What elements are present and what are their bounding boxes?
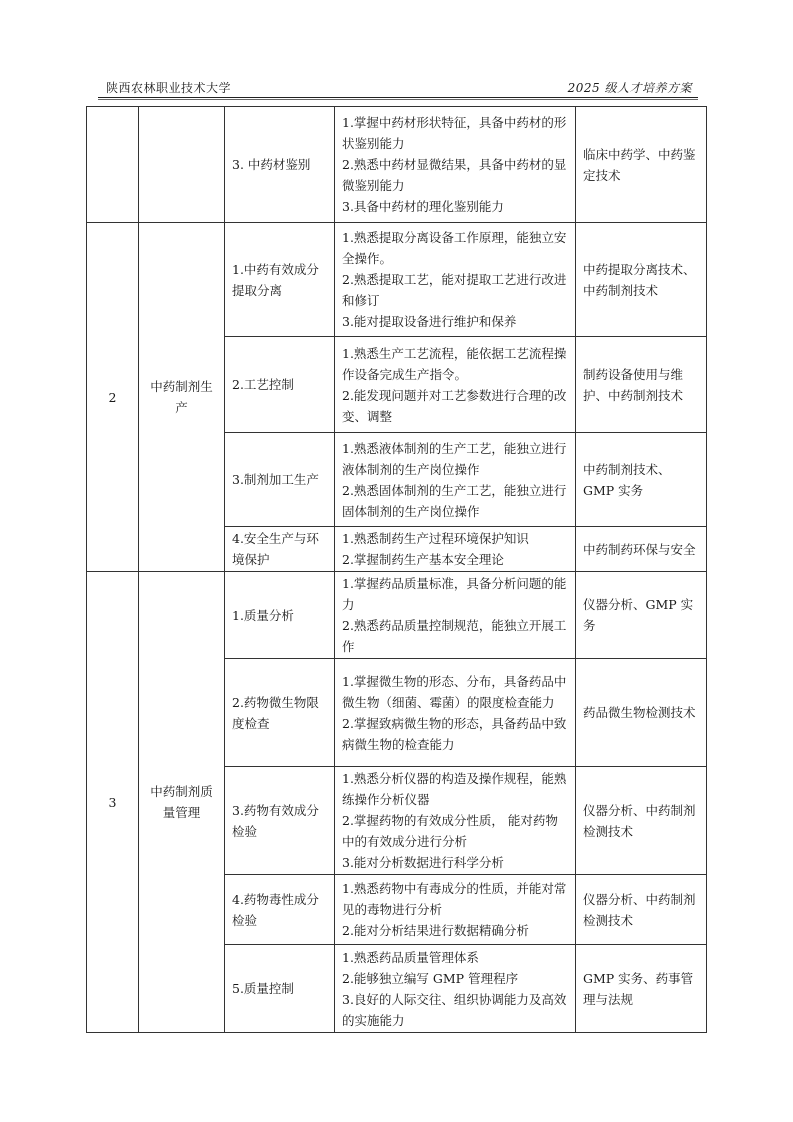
skill-item: 2.能发现问题并对工艺参数进行合理的改变、调整 [342, 387, 567, 424]
skill-requirements [335, 223, 576, 337]
curriculum-table-body [87, 107, 707, 1033]
skill-requirements [335, 337, 576, 433]
work-task: 2.工艺控制 [225, 337, 335, 433]
skill-item: 2.熟悉提取工艺，能对提取工艺进行改进和修订 [342, 272, 567, 308]
row-number: 2 [87, 223, 139, 572]
skill-item: 2.掌握致病微生物的形态，具备药品中致病微生物的检查能力 [342, 715, 567, 752]
supporting-course: 制药设备使用与维护、中药制剂技术 [576, 337, 707, 433]
skill-item: 1.熟悉生产工艺流程，能依据工艺流程操作设备完成生产指令。 [342, 345, 567, 382]
skill-requirements [335, 875, 576, 945]
skill-requirements [335, 572, 576, 659]
skill-requirements [335, 945, 576, 1033]
skill-requirements [335, 527, 576, 572]
row-number: 3 [87, 572, 139, 1033]
skill-requirements [335, 433, 576, 527]
skill-item: 2.熟悉药品质量控制规范，能独立开展工作 [342, 618, 567, 654]
work-task: 4.药物毒性成分检验 [225, 875, 335, 945]
skill-item: 3.良好的人际交往、组织协调能力及高效的实施能力 [342, 991, 567, 1028]
supporting-course: 中药制剂技术、GMP 实务 [576, 433, 707, 527]
header-rule [98, 97, 698, 98]
supporting-course: 中药提取分离技术、中药制剂技术 [576, 223, 707, 337]
work-area: 中药制剂生产 [139, 223, 225, 572]
work-task: 4.安全生产与环境保护 [225, 527, 335, 572]
work-task: 3.药物有效成分检验 [225, 767, 335, 875]
skill-item: 1.掌握中药材形状特征，具备中药材的形状鉴别能力 [342, 115, 567, 151]
skill-item: 3.能对分析数据进行科学分析 [342, 855, 504, 870]
supporting-course: 药品微生物检测技术 [576, 659, 707, 767]
page-header [98, 77, 698, 99]
skill-item: 1.熟悉提取分离设备工作原理，能独立安全操作。 [342, 230, 567, 266]
supporting-course: 仪器分析、中药制剂检测技术 [576, 875, 707, 945]
work-task: 3.制剂加工生产 [225, 433, 335, 527]
header-document-title: 2025 级人才培养方案 [567, 81, 692, 95]
work-area [139, 107, 225, 223]
supporting-course: 仪器分析、中药制剂检测技术 [576, 767, 707, 875]
skill-requirements [335, 659, 576, 767]
work-task: 2.药物微生物限度检查 [225, 659, 335, 767]
curriculum-table [86, 106, 707, 1033]
skill-item: 1.熟悉药物中有毒成分的性质，并能对常见的毒物进行分析 [342, 881, 567, 917]
supporting-course: 临床中药学、中药鉴定技术 [576, 107, 707, 223]
skill-requirements [335, 767, 576, 875]
skill-item: 3.具备中药材的理化鉴别能力 [342, 199, 504, 214]
row-number [87, 107, 139, 223]
supporting-course: 中药制药环保与安全 [576, 527, 707, 572]
supporting-course: GMP 实务、药事管理与法规 [576, 945, 707, 1033]
skill-item: 2.熟悉固体制剂的生产工艺，能独立进行固体制剂的生产岗位操作 [342, 482, 567, 519]
skill-item: 2.能对分析结果进行数据精确分析 [342, 923, 529, 938]
skill-item: 2.熟悉中药材显微结果，具备中药材的显微鉴别能力 [342, 157, 567, 193]
skill-item: 2.能够独立编写 GMP 管理程序 [342, 970, 519, 986]
header-institution: 陕西农林职业技术大学 [106, 81, 232, 95]
work-task: 3. 中药材鉴别 [225, 107, 335, 223]
work-task: 1.质量分析 [225, 572, 335, 659]
skill-requirements [335, 107, 576, 223]
work-task: 1.中药有效成分提取分离 [225, 223, 335, 337]
table-row [87, 107, 707, 223]
skill-item: 2.掌握药物的有效成分性质， 能对药物中的有效成分进行分析 [342, 813, 558, 849]
work-task: 5.质量控制 [225, 945, 335, 1033]
skill-item: 1.熟悉分析仪器的构造及操作规程，能熟练操作分析仪器 [342, 771, 567, 807]
skill-item: 1.掌握微生物的形态、分布，具备药品中微生物（细菌、霉菌）的限度检查能力 [342, 673, 567, 710]
work-area: 中药制剂质量管理 [139, 572, 225, 1033]
skill-item: 1.掌握药品质量标准，具备分析问题的能力 [342, 576, 567, 612]
skill-item: 1.熟悉制药生产过程环境保护知识 [342, 531, 529, 546]
skill-item: 2.掌握制药生产基本安全理论 [342, 552, 504, 567]
skill-item: 1.熟悉药品质量管理体系 [342, 949, 479, 965]
header-rule-thin [98, 99, 698, 100]
table-row [87, 572, 707, 659]
skill-item: 3.能对提取设备进行维护和保养 [342, 314, 517, 329]
table-row [87, 223, 707, 337]
supporting-course: 仪器分析、GMP 实务 [576, 572, 707, 659]
skill-item: 1.熟悉液体制剂的生产工艺，能独立进行液体制剂的生产岗位操作 [342, 440, 567, 477]
